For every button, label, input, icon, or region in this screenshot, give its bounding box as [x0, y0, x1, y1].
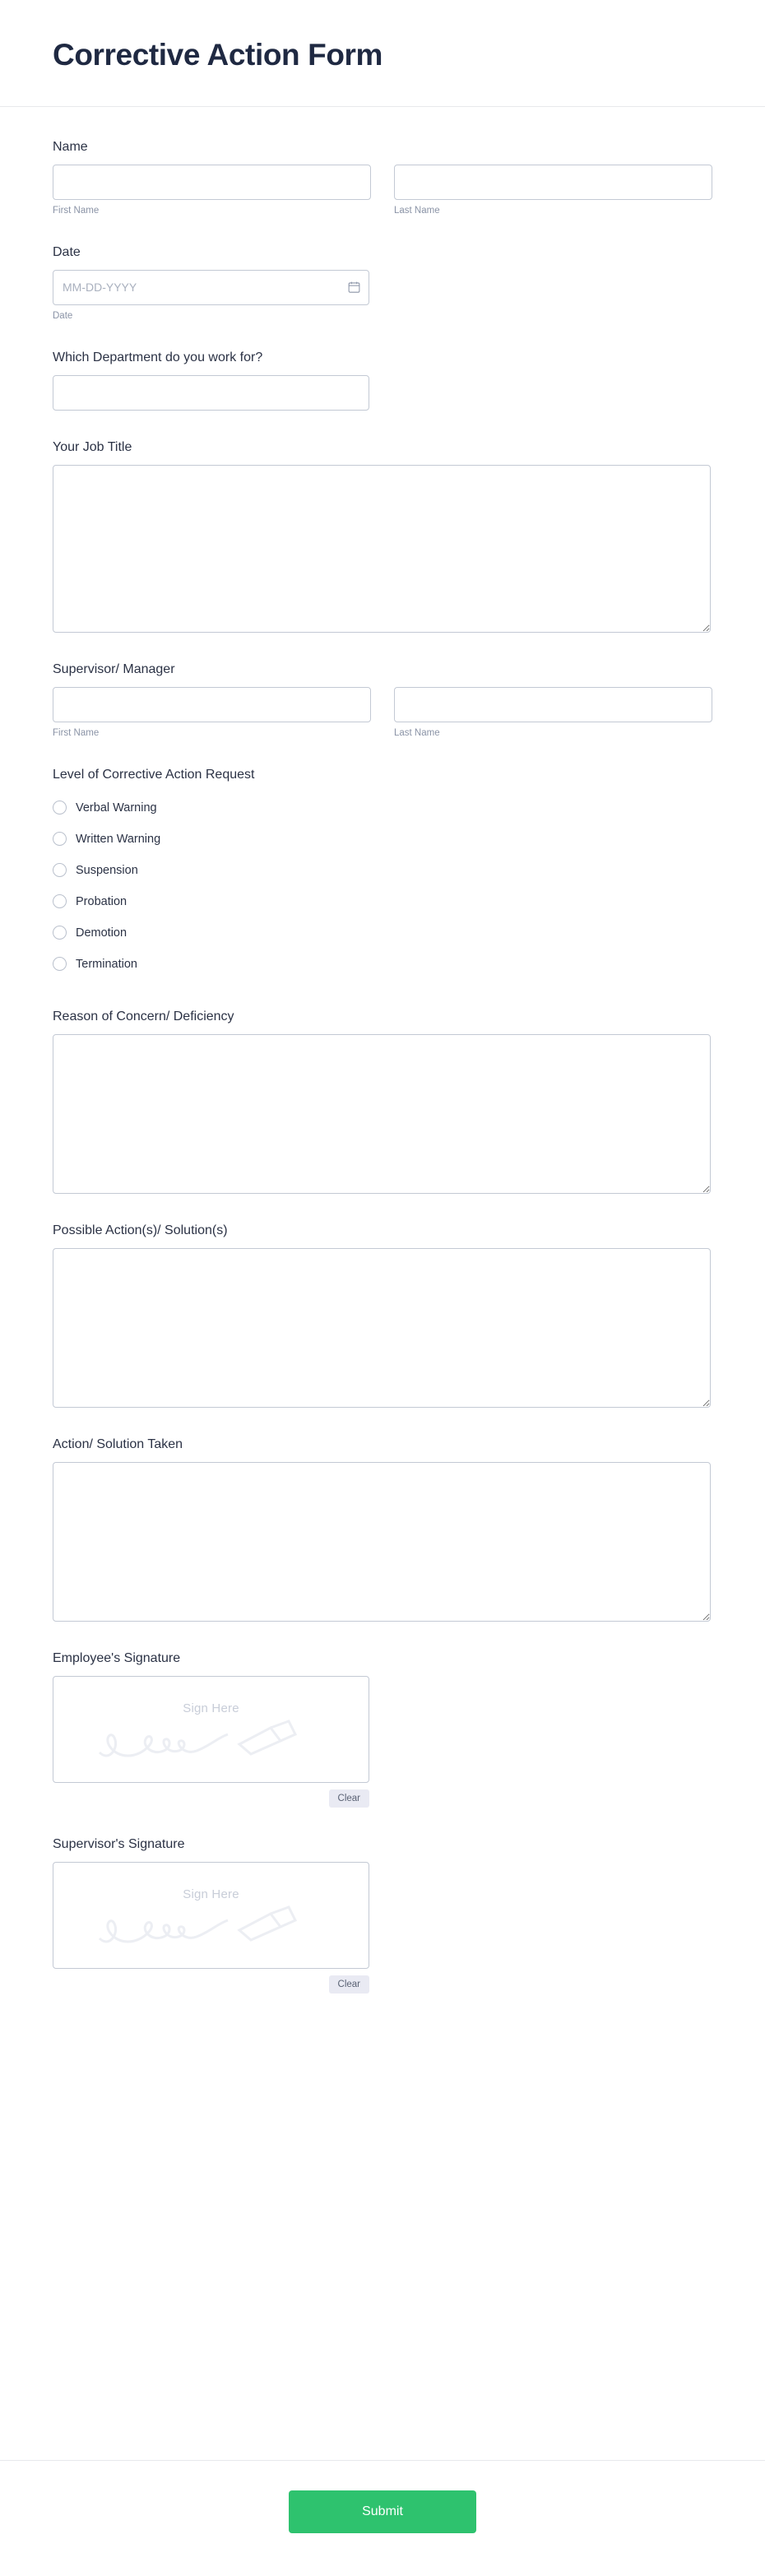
employee-signature-clear-row: [53, 1789, 369, 1808]
field-possible-actions: [53, 1223, 712, 1408]
name-last-col: [394, 165, 712, 216]
field-reason: [53, 1010, 712, 1194]
field-label-action-taken: Action/ Solution Taken: [53, 1437, 183, 1451]
supervisor-name-row: [53, 687, 712, 738]
page-title: Corrective Action Form: [53, 38, 383, 72]
radio-label: Suspension: [76, 863, 138, 877]
field-label-employee-signature: Employee's Signature: [53, 1650, 181, 1665]
supervisor-last-input[interactable]: [394, 687, 712, 722]
level-radio-group: [53, 792, 712, 980]
date-input[interactable]: [53, 270, 369, 305]
action-taken-textarea[interactable]: [53, 1462, 711, 1622]
field-department: [53, 350, 712, 411]
radio-label: Written Warning: [76, 832, 161, 846]
radio-label: Verbal Warning: [76, 801, 157, 815]
name-last-input[interactable]: [394, 165, 712, 200]
name-first-input[interactable]: [53, 165, 371, 200]
field-supervisor-signature: [53, 1837, 712, 1993]
reason-textarea[interactable]: [53, 1034, 711, 1194]
field-label-date: Date: [53, 244, 81, 259]
radio-option-demotion[interactable]: [53, 917, 712, 949]
supervisor-last-sublabel: Last Name: [394, 727, 440, 738]
field-supervisor: [53, 662, 712, 738]
radio-option-probation[interactable]: [53, 886, 712, 917]
radio-icon[interactable]: [53, 926, 67, 940]
name-last-sublabel: Last Name: [394, 205, 440, 216]
department-input[interactable]: [53, 375, 369, 411]
radio-option-suspension[interactable]: [53, 855, 712, 886]
signature-placeholder-icon: [95, 1716, 333, 1774]
field-label-level: Level of Corrective Action Request: [53, 767, 255, 782]
radio-option-verbal-warning[interactable]: [53, 792, 712, 824]
supervisor-last-col: [394, 687, 712, 738]
supervisor-first-input[interactable]: [53, 687, 371, 722]
employee-signature-hint: Sign Here: [183, 1701, 239, 1715]
radio-icon[interactable]: [53, 894, 67, 908]
form-header: [0, 0, 765, 107]
radio-icon[interactable]: [53, 863, 67, 877]
name-row: [53, 165, 712, 216]
field-name: [53, 140, 712, 216]
employee-signature-pad[interactable]: [53, 1676, 369, 1783]
radio-icon[interactable]: [53, 957, 67, 971]
radio-icon[interactable]: [53, 801, 67, 815]
field-label-possible-actions: Possible Action(s)/ Solution(s): [53, 1223, 228, 1237]
form-footer: [0, 2460, 765, 2576]
field-label-reason: Reason of Concern/ Deficiency: [53, 1009, 234, 1023]
field-job-title: [53, 440, 712, 633]
form-body: [0, 107, 765, 2427]
radio-label: Demotion: [76, 926, 128, 940]
name-first-sublabel: First Name: [53, 205, 100, 216]
name-first-col: [53, 165, 371, 216]
employee-signature-clear-button[interactable]: Clear: [329, 1789, 369, 1808]
job-title-textarea[interactable]: [53, 465, 711, 633]
field-label-supervisor: Supervisor/ Manager: [53, 661, 175, 676]
possible-actions-textarea[interactable]: [53, 1248, 711, 1408]
supervisor-signature-clear-row: [53, 1975, 369, 1993]
field-date: [53, 245, 712, 321]
field-label-department: Which Department do you work for?: [53, 350, 263, 364]
radio-option-termination[interactable]: [53, 949, 712, 980]
date-sublabel: Date: [53, 310, 73, 321]
date-input-wrapper: [53, 270, 369, 305]
field-label-name: Name: [53, 139, 88, 154]
radio-icon[interactable]: [53, 832, 67, 846]
submit-button[interactable]: Submit: [289, 2490, 476, 2533]
supervisor-signature-clear-button[interactable]: Clear: [329, 1975, 369, 1993]
radio-label: Termination: [76, 957, 137, 971]
supervisor-first-sublabel: First Name: [53, 727, 100, 738]
field-label-job-title: Your Job Title: [53, 439, 132, 454]
field-employee-signature: [53, 1651, 712, 1808]
radio-label: Probation: [76, 894, 128, 908]
radio-option-written-warning[interactable]: [53, 824, 712, 855]
field-action-taken: [53, 1437, 712, 1622]
field-label-supervisor-signature: Supervisor's Signature: [53, 1836, 185, 1851]
supervisor-first-col: [53, 687, 371, 738]
supervisor-signature-pad[interactable]: [53, 1862, 369, 1969]
supervisor-signature-hint: Sign Here: [183, 1887, 239, 1901]
field-level: [53, 768, 712, 980]
signature-placeholder-icon: [95, 1902, 333, 1960]
